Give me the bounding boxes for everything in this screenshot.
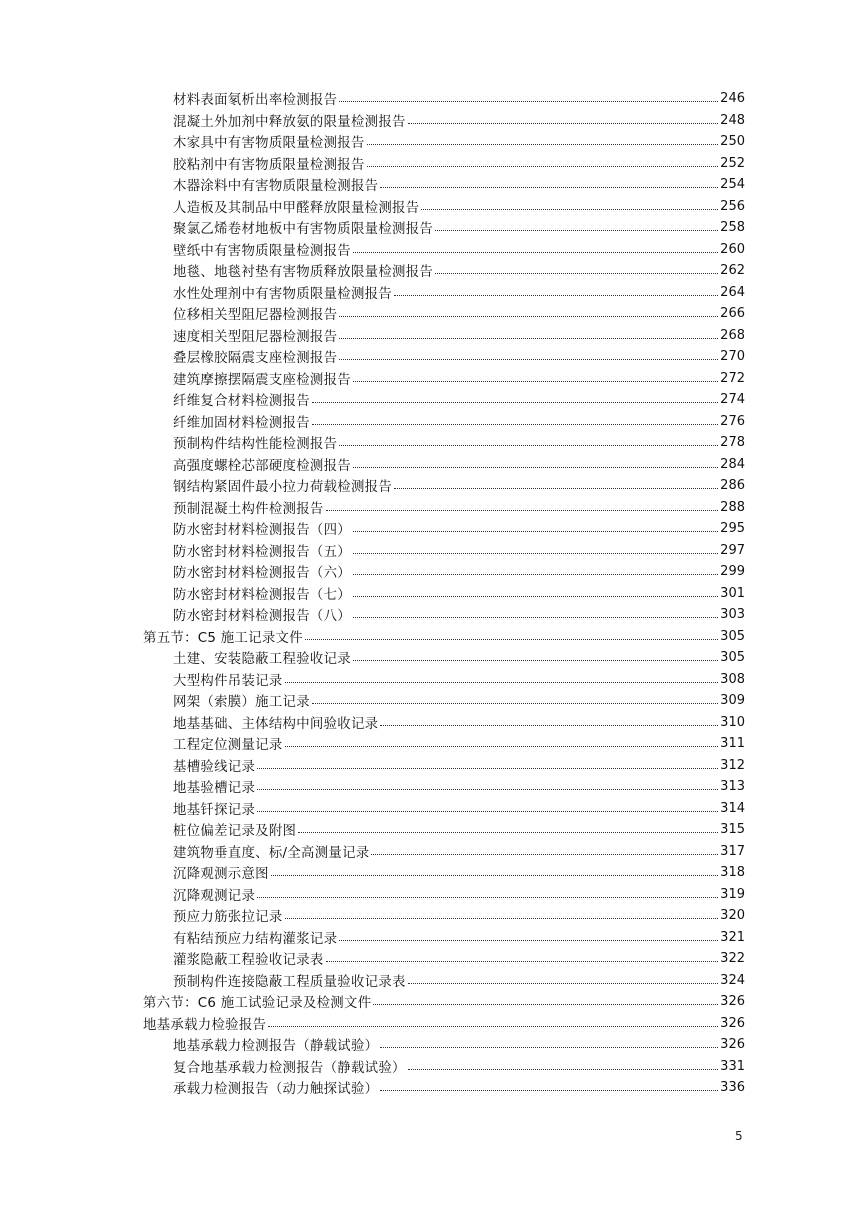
toc-dot-leader — [285, 918, 719, 919]
toc-entry-page: 301 — [720, 585, 745, 601]
toc-dot-leader — [326, 961, 719, 962]
toc-entry[interactable] — [0, 518, 857, 540]
toc-entry-title: 预制构件连接隐蔽工程质量验收记录表 — [173, 974, 406, 990]
toc-entry-page: 288 — [720, 499, 745, 515]
toc-entry-title: 材料表面氡析出率检测报告 — [173, 93, 338, 109]
toc-entry[interactable] — [0, 690, 857, 712]
toc-entry[interactable] — [0, 733, 857, 755]
toc-entry-title: 壁纸中有害物质限量检测报告 — [173, 243, 351, 259]
toc-entry-page: 331 — [720, 1058, 745, 1074]
toc-entry[interactable] — [0, 669, 857, 691]
toc-entry-title: 预制混凝土构件检测报告 — [173, 501, 324, 517]
toc-entry-page: 309 — [720, 693, 745, 709]
toc-dot-leader — [408, 123, 718, 124]
toc-dot-leader — [339, 316, 718, 317]
toc-dot-leader — [298, 832, 718, 833]
toc-dot-leader — [380, 1090, 718, 1091]
toc-entry-title: 地基承载力检测报告（静载试验） — [173, 1039, 379, 1055]
toc-entry-page: 313 — [720, 779, 745, 795]
page-number: 5 — [735, 1129, 743, 1143]
toc-entry-page: 318 — [720, 865, 745, 881]
toc-entry-title: 混凝土外加剂中释放氨的限量检测报告 — [173, 114, 406, 130]
toc-entry-page: 310 — [720, 714, 745, 730]
toc-entry-page: 320 — [720, 908, 745, 924]
toc-dot-leader — [380, 187, 718, 188]
toc-entry[interactable] — [0, 196, 857, 218]
toc-entry[interactable] — [0, 1077, 857, 1099]
toc-section-entry[interactable] — [0, 991, 857, 1013]
toc-dot-leader — [394, 488, 718, 489]
toc-entry-title: 建筑物垂直度、标/全高测量记录 — [173, 845, 370, 861]
toc-dot-leader — [353, 252, 718, 253]
toc-entry-title: 沉降观测记录 — [173, 888, 256, 904]
toc-entry-title: 纤维复合材料检测报告 — [173, 394, 310, 410]
table-of-contents — [0, 88, 857, 1099]
toc-entry[interactable] — [0, 561, 857, 583]
toc-dot-leader — [285, 746, 719, 747]
toc-dot-leader — [312, 703, 718, 704]
toc-entry-title: 地基基础、主体结构中间验收记录 — [173, 716, 379, 732]
toc-entry[interactable] — [0, 647, 857, 669]
toc-entry-page: 276 — [720, 413, 745, 429]
toc-entry-page: 248 — [720, 112, 745, 128]
toc-entry-title: 地基验槽记录 — [173, 781, 256, 797]
toc-entry-page: 305 — [720, 650, 745, 666]
toc-dot-leader — [257, 897, 718, 898]
toc-entry-page: 305 — [720, 628, 745, 644]
toc-entry[interactable] — [0, 841, 857, 863]
toc-entry-page: 260 — [720, 241, 745, 257]
toc-entry-page: 270 — [720, 349, 745, 365]
toc-entry-title: 桩位偏差记录及附图 — [173, 824, 297, 840]
toc-dot-leader — [339, 940, 718, 941]
toc-entry-page: 319 — [720, 886, 745, 902]
toc-dot-leader — [421, 209, 718, 210]
toc-dot-leader — [339, 338, 718, 339]
toc-entry-page: 278 — [720, 435, 745, 451]
toc-dot-leader — [435, 273, 718, 274]
toc-entry-title: 高强度螺栓芯部硬度检测报告 — [173, 458, 351, 474]
toc-dot-leader — [380, 1047, 718, 1048]
toc-entry-title: 木器涂料中有害物质限量检测报告 — [173, 179, 379, 195]
toc-dot-leader — [353, 381, 718, 382]
toc-entry-page: 266 — [720, 306, 745, 322]
toc-entry-page: 250 — [720, 134, 745, 150]
toc-entry[interactable] — [0, 712, 857, 734]
toc-entry[interactable] — [0, 174, 857, 196]
toc-dot-leader — [353, 531, 718, 532]
toc-entry[interactable] — [0, 282, 857, 304]
toc-entry-page: 299 — [720, 564, 745, 580]
toc-entry-title: 地基钎探记录 — [173, 802, 256, 818]
toc-entry-page: 274 — [720, 392, 745, 408]
toc-entry-title: 防水密封材料检测报告（四） — [173, 523, 351, 539]
toc-entry[interactable] — [0, 1056, 857, 1078]
toc-entry-title: 木家具中有害物质限量检测报告 — [173, 136, 365, 152]
toc-entry[interactable] — [0, 368, 857, 390]
toc-entry[interactable] — [0, 131, 857, 153]
toc-dot-leader — [394, 295, 718, 296]
toc-entry-page: 252 — [720, 155, 745, 171]
toc-entry-page: 314 — [720, 800, 745, 816]
toc-entry-title: 工程定位测量记录 — [173, 738, 283, 754]
toc-entry-page: 264 — [720, 284, 745, 300]
toc-entry[interactable] — [0, 217, 857, 239]
toc-dot-leader — [312, 402, 718, 403]
toc-dot-leader — [312, 424, 718, 425]
toc-entry-page: 326 — [720, 994, 745, 1010]
toc-entry-page: 272 — [720, 370, 745, 386]
toc-entry[interactable] — [0, 432, 857, 454]
toc-entry[interactable] — [0, 153, 857, 175]
toc-entry[interactable] — [0, 604, 857, 626]
toc-dot-leader — [257, 811, 718, 812]
toc-entry-page: 295 — [720, 521, 745, 537]
toc-entry-title: 网架（索膜）施工记录 — [173, 695, 310, 711]
toc-entry-page: 311 — [720, 736, 745, 752]
toc-entry-title: 有粘结预应力结构灌浆记录 — [173, 931, 338, 947]
toc-dot-leader — [268, 1026, 718, 1027]
toc-dot-leader — [353, 617, 718, 618]
toc-entry-page: 326 — [720, 1015, 745, 1031]
toc-entry[interactable] — [0, 475, 857, 497]
toc-entry-page: 317 — [720, 843, 745, 859]
toc-dot-leader — [339, 359, 718, 360]
toc-dot-leader — [408, 983, 718, 984]
toc-dot-leader — [435, 230, 718, 231]
toc-entry-title: 建筑摩擦摆隔震支座检测报告 — [173, 372, 351, 388]
toc-dot-leader — [271, 875, 718, 876]
toc-entry-title: 胶粘剂中有害物质限量检测报告 — [173, 157, 365, 173]
toc-entry-title: 承载力检测报告（动力触探试验） — [173, 1082, 379, 1098]
toc-entry[interactable] — [0, 497, 857, 519]
toc-dot-leader — [339, 101, 718, 102]
toc-entry[interactable] — [0, 776, 857, 798]
toc-entry-title: 叠层橡胶隔震支座检测报告 — [173, 351, 338, 367]
toc-entry[interactable] — [0, 970, 857, 992]
toc-entry-title: 防水密封材料检测报告（七） — [173, 587, 351, 603]
toc-entry-page: 254 — [720, 177, 745, 193]
toc-entry-title: 预制构件结构性能检测报告 — [173, 437, 338, 453]
toc-entry[interactable] — [0, 583, 857, 605]
toc-entry[interactable] — [0, 346, 857, 368]
toc-dot-leader — [367, 144, 719, 145]
toc-entry[interactable] — [0, 755, 857, 777]
toc-dot-leader — [257, 789, 718, 790]
toc-entry-page: 322 — [720, 951, 745, 967]
toc-entry[interactable] — [0, 1034, 857, 1056]
toc-entry[interactable] — [0, 325, 857, 347]
toc-entry-title: 第六节：C6 施工试验记录及检测文件 — [143, 996, 372, 1012]
toc-entry[interactable] — [0, 948, 857, 970]
toc-entry[interactable] — [0, 884, 857, 906]
toc-entry-title: 纤维加固材料检测报告 — [173, 415, 310, 431]
toc-entry-title: 灌浆隐蔽工程验收记录表 — [173, 953, 324, 969]
toc-entry[interactable] — [0, 905, 857, 927]
toc-entry[interactable] — [0, 303, 857, 325]
toc-entry[interactable] — [0, 389, 857, 411]
toc-entry-title: 防水密封材料检测报告（八） — [173, 609, 351, 625]
toc-entry[interactable] — [0, 798, 857, 820]
toc-entry-title: 基槽验线记录 — [173, 759, 256, 775]
toc-dot-leader — [408, 1069, 718, 1070]
toc-entry[interactable] — [0, 862, 857, 884]
toc-entry-page: 268 — [720, 327, 745, 343]
toc-section-entry[interactable] — [0, 1013, 857, 1035]
toc-entry-page: 297 — [720, 542, 745, 558]
toc-entry-page: 262 — [720, 263, 745, 279]
toc-entry-page: 256 — [720, 198, 745, 214]
toc-entry[interactable] — [0, 927, 857, 949]
toc-dot-leader — [339, 445, 718, 446]
toc-entry[interactable] — [0, 819, 857, 841]
toc-entry-title: 沉降观测示意图 — [173, 867, 269, 883]
toc-entry[interactable] — [0, 239, 857, 261]
toc-entry-page: 286 — [720, 478, 745, 494]
toc-dot-leader — [353, 467, 718, 468]
toc-entry[interactable] — [0, 110, 857, 132]
toc-entry[interactable] — [0, 454, 857, 476]
toc-entry[interactable] — [0, 540, 857, 562]
toc-dot-leader — [367, 166, 719, 167]
toc-entry-page: 321 — [720, 929, 745, 945]
toc-entry-title: 地基承载力检验报告 — [143, 1017, 267, 1033]
toc-entry-title: 人造板及其制品中甲醛释放限量检测报告 — [173, 200, 420, 216]
toc-dot-leader — [380, 725, 718, 726]
toc-dot-leader — [353, 574, 718, 575]
toc-dot-leader — [305, 639, 718, 640]
toc-entry-page: 324 — [720, 972, 745, 988]
toc-entry-title: 防水密封材料检测报告（六） — [173, 566, 351, 582]
toc-dot-leader — [326, 510, 719, 511]
toc-entry-page: 303 — [720, 607, 745, 623]
toc-entry-page: 284 — [720, 456, 745, 472]
toc-entry-page: 258 — [720, 220, 745, 236]
toc-entry-page: 326 — [720, 1037, 745, 1053]
toc-dot-leader — [285, 682, 719, 683]
toc-dot-leader — [353, 553, 718, 554]
toc-section-entry[interactable] — [0, 626, 857, 648]
toc-entry[interactable] — [0, 260, 857, 282]
toc-entry-title: 复合地基承载力检测报告（静载试验） — [173, 1060, 406, 1076]
toc-entry[interactable] — [0, 88, 857, 110]
toc-entry-title: 聚氯乙烯卷材地板中有害物质限量检测报告 — [173, 222, 434, 238]
toc-entry-page: 312 — [720, 757, 745, 773]
toc-entry-page: 336 — [720, 1080, 745, 1096]
toc-dot-leader — [353, 660, 718, 661]
toc-entry-title: 预应力筋张拉记录 — [173, 910, 283, 926]
toc-dot-leader — [371, 854, 718, 855]
toc-dot-leader — [353, 596, 718, 597]
toc-entry-title: 防水密封材料检测报告（五） — [173, 544, 351, 560]
toc-dot-leader — [257, 768, 718, 769]
toc-entry[interactable] — [0, 411, 857, 433]
toc-entry-title: 地毯、地毯衬垫有害物质释放限量检测报告 — [173, 265, 434, 281]
toc-entry-title: 钢结构紧固件最小拉力荷载检测报告 — [173, 480, 393, 496]
toc-entry-title: 速度相关型阻尼器检测报告 — [173, 329, 338, 345]
toc-dot-leader — [373, 1004, 718, 1005]
toc-entry-page: 308 — [720, 671, 745, 687]
toc-entry-title: 第五节：C5 施工记录文件 — [143, 630, 303, 646]
toc-entry-title: 土建、安装隐蔽工程验收记录 — [173, 652, 351, 668]
toc-entry-title: 位移相关型阻尼器检测报告 — [173, 308, 338, 324]
toc-entry-page: 246 — [720, 91, 745, 107]
toc-entry-title: 水性处理剂中有害物质限量检测报告 — [173, 286, 393, 302]
toc-entry-page: 315 — [720, 822, 745, 838]
toc-entry-title: 大型构件吊装记录 — [173, 673, 283, 689]
